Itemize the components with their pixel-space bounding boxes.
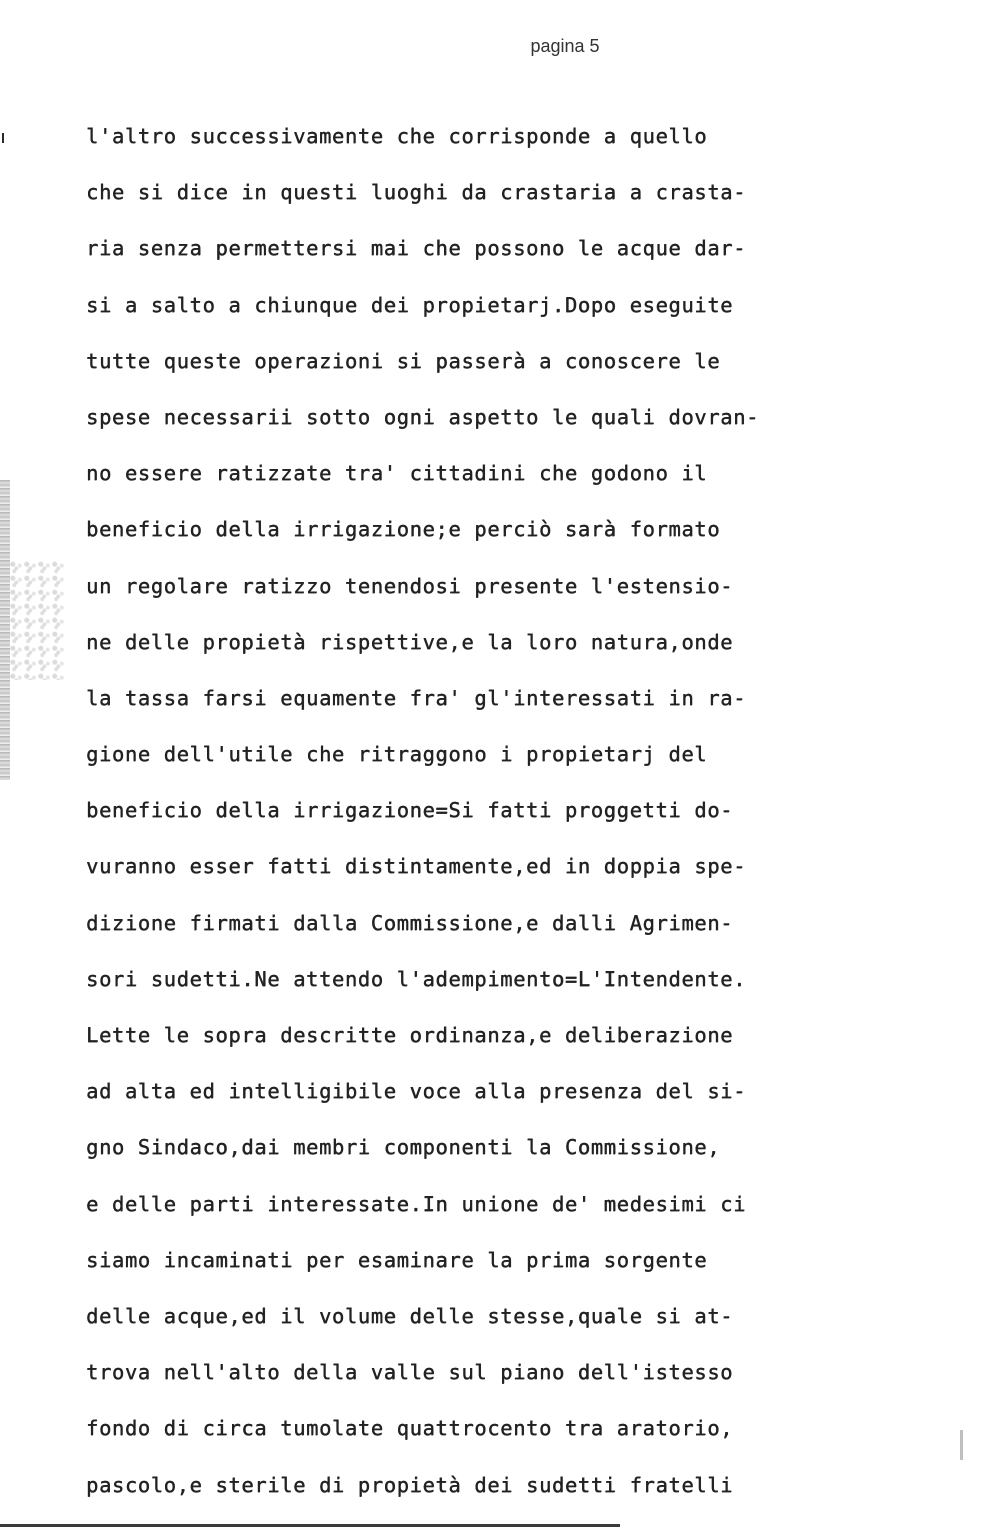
- text-line: beneficio della irrigazione;e perciò sarà formato: [86, 517, 721, 542]
- text-line: fondo di circa tumolate quattrocento tra aratorio,: [86, 1416, 734, 1441]
- text-line: pascolo,e sterile di propietà dei sudetti fratelli: [86, 1472, 734, 1497]
- text-line: beneficio della irrigazione=Si fatti proggetti do-: [86, 798, 734, 823]
- text-line: ria senza permettersi mai che possono le acque dar-: [86, 236, 747, 261]
- text-line: Lette le sopra descritte ordinanza,e deliberazione: [86, 1023, 734, 1047]
- text-line: si a salto a chiunque dei propietarj.Dopo eseguite: [86, 292, 734, 317]
- text-line: sori sudetti.Ne attendo l'adempimento=L'Intendente.: [86, 966, 747, 991]
- page-number-header: pagina 5: [530, 36, 600, 56]
- text-line: tutte queste operazioni si passerà a conoscere le: [86, 348, 721, 373]
- text-line: un regolare ratizzo tenendosi presente l'estensio-: [86, 573, 734, 598]
- text-line: gione dell'utile che ritraggono i propietarj del: [86, 742, 708, 767]
- scan-noise: [10, 560, 65, 680]
- text-line: che si dice in questi luoghi da crastaria a crasta-: [86, 180, 747, 205]
- text-line: ad alta ed intelligibile voce alla presenza del si-: [86, 1079, 747, 1104]
- text-line: delle acque,ed il volume delle stesse,quale si at-: [86, 1303, 734, 1328]
- text-line: dizione firmati dalla Commissione,e dalli Agrimen-: [86, 910, 734, 935]
- text-line: la tassa farsi equamente fra' gl'interessati in ra-: [86, 685, 747, 710]
- text-line: gno Sindaco,dai membri componenti la Commissione,: [86, 1135, 721, 1160]
- scan-edge-shadow: [0, 480, 10, 780]
- margin-tick: [960, 1430, 963, 1460]
- text-line: siamo incaminati per esaminare la prima sorgente: [86, 1247, 708, 1272]
- bottom-edge-rule: [0, 1524, 620, 1527]
- text-line: ne delle propietà rispettive,e la loro natura,onde: [86, 629, 734, 654]
- text-line: l'altro successivamente che corrisponde a quello: [86, 124, 708, 148]
- text-line: vuranno esser fatti distintamente,ed in doppia spe-: [86, 854, 747, 879]
- text-line: no essere ratizzate tra' cittadini che godono il: [86, 461, 708, 486]
- text-line: spese necessarii sotto ogni aspetto le quali dovran-: [86, 404, 759, 429]
- text-line: trova nell'alto della valle sul piano dell'istesso: [86, 1360, 734, 1385]
- margin-tick: [2, 133, 4, 143]
- text-line: e delle parti interessate.In unione de' medesimi ci: [86, 1191, 747, 1216]
- typewritten-text-body: [86, 116, 866, 1521]
